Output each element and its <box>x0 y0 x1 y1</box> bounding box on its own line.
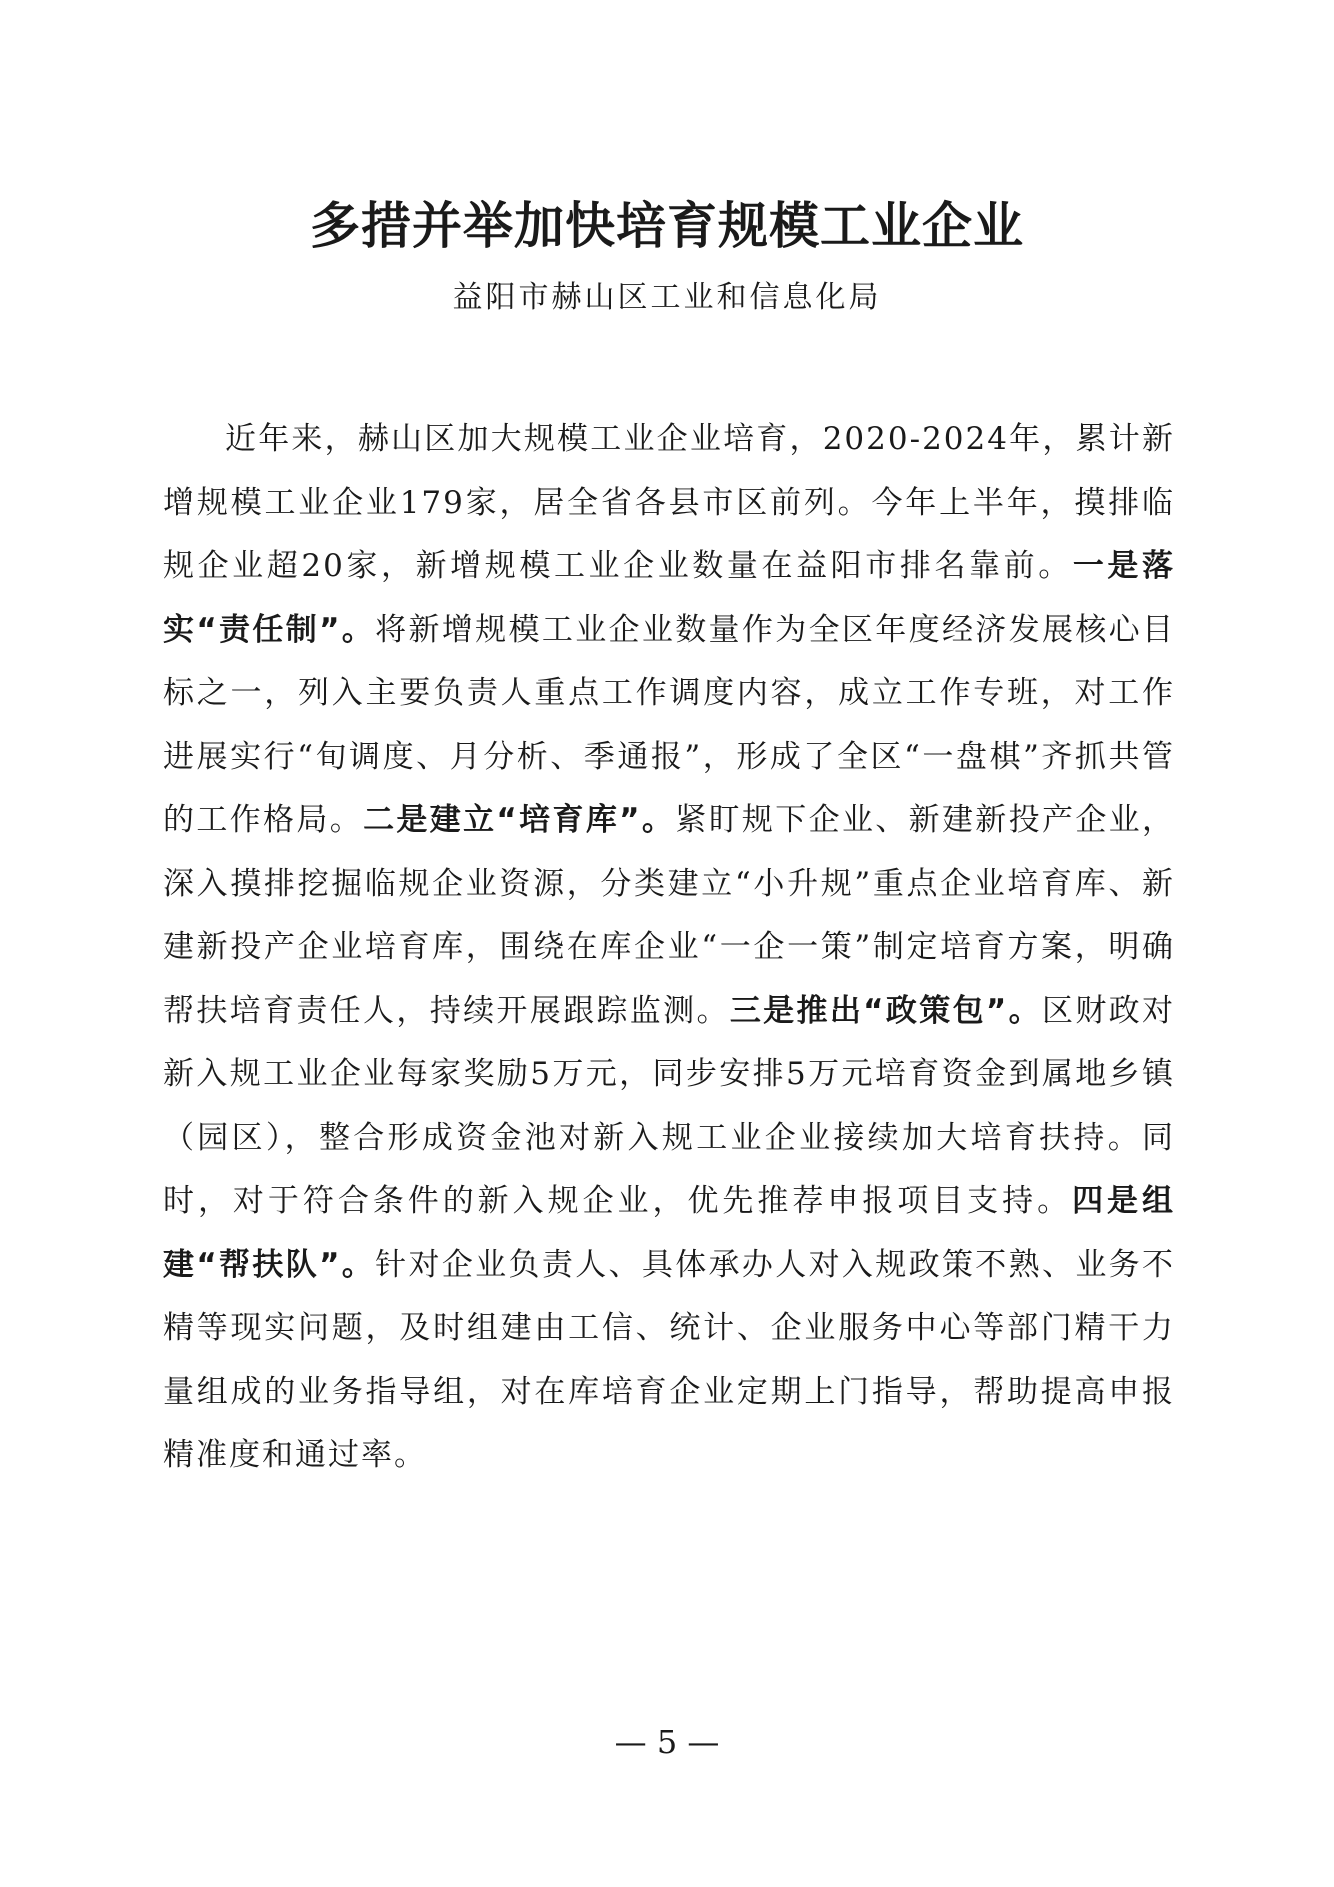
paragraph-segment: 近年来，赫山区加大规模工业企业培育，2020-2024年，累计新增规模工业企业179家，居全省各县市区前列。今年上半年，摸排临规企业超20家，新增规模工业企业数量在益阳市排名靠前。 <box>163 421 1175 584</box>
body-paragraph <box>163 408 1175 1488</box>
paragraph-heading-3: 三是推出“政策包”。 <box>729 992 1042 1029</box>
paragraph-heading-1: 一是落实“责任制”。 <box>163 548 1175 648</box>
paragraph-segment: 区财政对新入规工业企业每家奖励5万元，同步安排5万元培育资金到属地乡镇（园区），整合形成资金池对新入规工业企业接续加大培育扶持。同时，对于符合条件的新入规企业，优先推荐申报项目支持。 <box>163 992 1176 1219</box>
paragraph-heading-2: 二是建立“培育库”。 <box>363 802 676 838</box>
paragraph-segment: 针对企业负责人、具体承办人对入规政策不熟、业务不精等现实问题，及时组建由工信、统计、企业服务中心等部门精干力量组成的业务指导组，对在库培育企业定期上门指导，帮助提高申报精准度和通过率。 <box>163 1246 1175 1473</box>
document-title: 多措并举加快培育规模工业企业 <box>310 196 1024 255</box>
document-author: 益阳市赫山区工业和信息化局 <box>452 280 882 315</box>
paragraph-segment: 紧盯规下企业、新建新投产企业，深入摸排挖掘临规企业资源，分类建立“小升规”重点企业培育库、新建新投产企业培育库，围绕在库企业“一企一策”制定培育方案，明确帮扶培育责任人，持续开展跟踪监测。 <box>163 802 1176 1029</box>
paragraph-heading-4: 四是组建“帮扶队”。 <box>163 1183 1176 1283</box>
page-number: — 5 — <box>614 1723 720 1761</box>
paragraph-segment: 将新增规模工业企业数量作为全区年度经济发展核心目标之一，列入主要负责人重点工作调度内容，成立工作专班，对工作进展实行“旬调度、月分析、季通报”，形成了全区“一盘棋”齐抓共管的工作格局。 <box>163 611 1175 838</box>
